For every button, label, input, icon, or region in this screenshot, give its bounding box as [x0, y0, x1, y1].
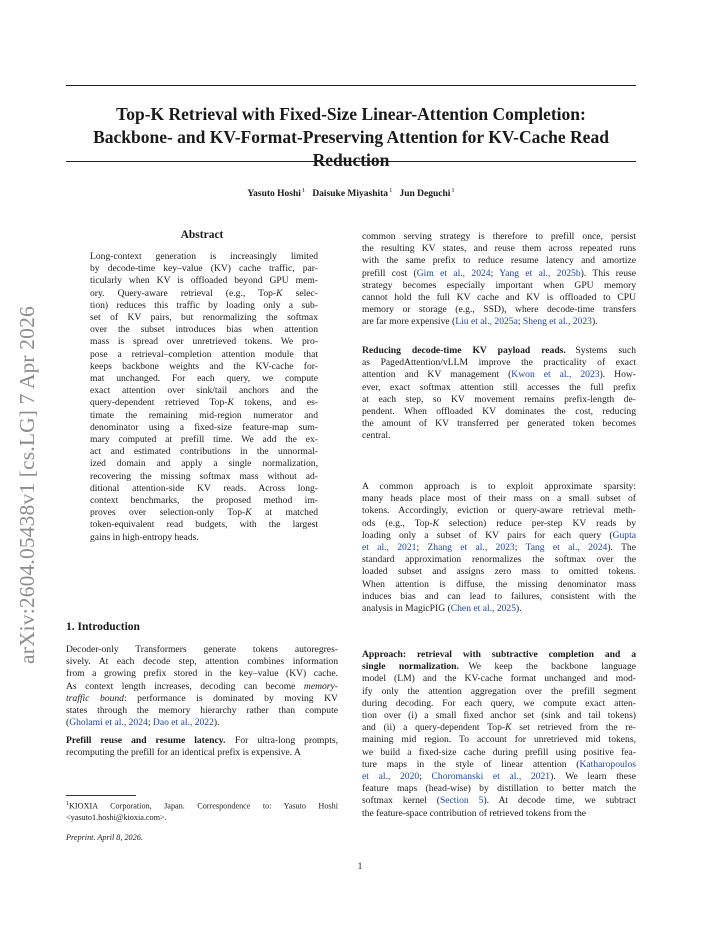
- text-line: timate the remaining mid-region numerator and: [90, 409, 318, 421]
- text-line: traffic bound: performance is dominated by moving KV: [66, 692, 338, 704]
- text-line: standard approximation renormalizes the softmax over the: [362, 554, 636, 566]
- text-line: as PagedAttention/vLLM improve the practicality of exact: [362, 357, 636, 369]
- text-line: and (ii) a query-dependent Top-K set retrieved from the re-: [362, 722, 636, 734]
- text-line: When attention is diffuse, the missing denominator mass: [362, 578, 636, 590]
- title-rule-bottom: [66, 161, 636, 162]
- text-line: model (LM) and the KV-cache format unchanged and mod-: [362, 673, 636, 685]
- paragraph-run-in-heading: Approach: retrieval with subtractive completion and a: [362, 649, 636, 660]
- footnote-mark: 1: [66, 801, 69, 807]
- text-line: with the same prefix to reduce resume latency and amortize: [362, 255, 636, 267]
- paragraph-run-in-heading-end: single normalization.: [362, 661, 459, 673]
- approach-paragraph: [362, 649, 636, 820]
- text-line: mary computed at prefill time. We add the ex-: [90, 434, 318, 446]
- text-line: feature maps (head-wise) by distillation to better match the: [362, 783, 636, 795]
- text-line: tion) reduces this traffic by loading only a sub-: [90, 299, 318, 311]
- text-line: by decode-time key–value (KV) cache traffic, par-: [90, 263, 318, 275]
- text-line: ditional attention-side KV reads. Across long-: [90, 482, 318, 494]
- author-name: Yasuto Hoshi: [247, 189, 301, 200]
- text-line: denominator using a fixed-size feature-map sum-: [90, 421, 318, 433]
- text-line: central.: [362, 430, 391, 442]
- text-line: single normalization. We keep the backbone language: [362, 661, 636, 673]
- text-line: (Gholami et al., 2024; Dao et al., 2022).: [66, 717, 220, 729]
- text-line: recovering the missing softmax mass without ad-: [90, 470, 318, 482]
- text-line: ory. Query-aware retrieval (e.g., Top-K selec-: [90, 287, 318, 299]
- text-line: recomputing the prefill for an identical prefix is expensive. A: [66, 747, 301, 759]
- text-line: prefill cost (Gim et al., 2024; Yang et al., 2025b). This reuse: [362, 267, 636, 279]
- text-line: ized domain and apply a single normalization,: [90, 458, 318, 470]
- text-line: the resulting KV states, and reuse them across repeated runs: [362, 243, 636, 255]
- text-line: softmax kernel (Section 5). At decode time, we subtract: [362, 795, 636, 807]
- author-affiliation-mark: 1: [389, 187, 393, 194]
- text-line: query-dependent retrieved Top-K tokens, and es-: [90, 397, 319, 409]
- title-line-1: Top-K Retrieval with Fixed-Size Linear-Attention Completion:: [116, 104, 586, 124]
- title-rule-top: [66, 85, 636, 86]
- text-line: induces bias and can lead to failures, consistent with the: [362, 590, 636, 602]
- text-line: over the subset introduces bias when attention: [90, 324, 318, 336]
- text-line: keeps backbone weights and the KV-cache for-: [90, 360, 318, 372]
- preprint-note: Preprint. April 8, 2026.: [66, 833, 143, 842]
- text-line: ods (e.g., Top-K selection) reduce per-step KV reads by: [362, 517, 636, 529]
- text-line: gains in high-entropy heads.: [90, 531, 199, 543]
- section-heading-introduction: 1. Introduction: [66, 621, 140, 633]
- text-line: sively. At each decode step, attention combines information: [66, 656, 338, 668]
- text-line: Decoder-only Transformers generate tokens autoregres-: [66, 644, 338, 655]
- page-number: 1: [357, 862, 363, 872]
- affiliation-footnote: [66, 799, 338, 824]
- text-line: loaded subset and assigns zero mass to omitted tokens.: [362, 566, 636, 578]
- text-line: we build a fixed-size cache during prefill using positive fea-: [362, 746, 636, 758]
- text-line: are far more expensive (Liu et al., 2025a; Sheng et al., 2023).: [362, 316, 598, 328]
- approximate-sparsity-paragraph: [362, 481, 636, 615]
- text-line: loading only a subset of KV pairs for each query (Gupta: [362, 529, 636, 541]
- paragraph-run-in-heading: Prefill reuse and resume latency.: [66, 735, 226, 746]
- text-line: ture maps in the style of linear attention (Katharopoulos: [362, 758, 636, 770]
- text-line: ticularly when KV is offloaded beyond GPU mem-: [90, 275, 318, 287]
- footnote-text: KIOXIA Corporation, Japan. Correspondence to: Yasuto Hoshi <yasuto1.hoshi@kioxia.com>.: [66, 801, 338, 823]
- text-line: during decoding. For each query, we compute exact atten-: [362, 697, 636, 709]
- author-name: Daisuke Miyashita: [312, 189, 389, 200]
- text-line: pendent. When offloaded KV dominates the cost, reducing: [362, 406, 636, 418]
- text-line: tion over (i) a small fixed anchor set (sink and tail tokens): [362, 710, 636, 722]
- text-line: exact attention over sink/tail anchors and the: [90, 385, 318, 397]
- text-line: states through the memory hierarchy rather than compute: [66, 705, 338, 717]
- author-name: Jun Deguchi: [399, 189, 451, 200]
- text-line: the feature-space contribution of retrieved tokens from the: [362, 807, 587, 819]
- text-line: Prefill reuse and resume latency. For ultra-long prompts,: [66, 735, 338, 746]
- text-line: attention and KV management (Kwon et al., 2023). How-: [362, 369, 636, 381]
- text-line: pose a retrieval–completion attention module that: [90, 348, 318, 360]
- text-line: token-equivalent read budgets, with the largest: [90, 519, 318, 531]
- abstract-body: [90, 251, 318, 544]
- serving-strategy-paragraph: [362, 231, 636, 329]
- author-affiliation-mark: 1: [451, 187, 455, 194]
- text-line: et al., 2021; Zhang et al., 2023; Tang et al., 2024). The: [362, 542, 636, 554]
- text-line: set of KV pairs, but renormalizing the softmax: [90, 312, 318, 324]
- reducing-kv-reads-paragraph: [362, 345, 636, 443]
- text-line: Long-context generation is increasingly limited: [90, 251, 318, 262]
- footnote-rule: [66, 795, 136, 796]
- text-line: analysis in MagicPIG (Chen et al., 2025).: [362, 603, 522, 615]
- text-line: strategy becomes especially important when GPU memory: [362, 279, 636, 291]
- text-line: common serving strategy is therefore to prefill once, persist: [362, 231, 636, 242]
- abstract-heading: Abstract: [180, 229, 224, 241]
- author-list: [60, 187, 642, 199]
- text-line: act and estimated contributions in the unnormal-: [90, 446, 318, 458]
- text-line: at each step, so KV movement remains prefix-length de-: [362, 393, 636, 405]
- text-line: maining mid region. To account for unretrieved mid tokens,: [362, 734, 636, 746]
- introduction-paragraph: [66, 644, 338, 729]
- text-line: As context length increases, decoding can become memory-: [66, 680, 338, 692]
- text-line: from a growing prefix stored in the key–value (KV) cache.: [66, 668, 338, 680]
- text-line: proves over selection-only Top-K at matched: [90, 507, 318, 519]
- prefill-reuse-paragraph: [66, 735, 338, 759]
- text-line: mass is spread over unretrieved tokens. We pro-: [90, 336, 318, 348]
- text-line: A common approach is to exploit approximate sparsity:: [362, 481, 636, 492]
- text-line: Reducing decode-time KV payload reads. Systems such: [362, 345, 636, 356]
- text-line: the amount of KV transferred per generated token becomes: [362, 418, 636, 430]
- text-line: ever, exact softmax attention still accesses the full prefix: [362, 381, 636, 393]
- title-line-2: Backbone- and KV-Format-Preserving Attention for KV-Cache Read Reduction: [93, 127, 609, 170]
- text-line: ify only the attention aggregation over the prefill segment: [362, 685, 636, 697]
- text-line: et al., 2020; Choromanski et al., 2021). We learn these: [362, 771, 636, 783]
- text-line: tokens. Accordingly, eviction or query-aware retrieval meth-: [362, 505, 636, 517]
- arxiv-identifier: arXiv:2604.05438v1 [cs.LG] 7 Apr 2026: [15, 306, 39, 664]
- text-line: mat unchanged. For each query, we compute: [90, 373, 318, 385]
- paragraph-run-in-heading: Reducing decode-time KV payload reads.: [362, 345, 566, 356]
- author-affiliation-mark: 1: [301, 187, 306, 194]
- text-line: cannot hold the full KV cache and KV is offloaded to CPU: [362, 292, 636, 304]
- text-line: many heads place most of their mass on a small subset of: [362, 493, 636, 505]
- text-line: context benchmarks, the proposed method im-: [90, 495, 318, 507]
- text-line: memory or storage (e.g., SSD), where decode-time transfers: [362, 304, 636, 316]
